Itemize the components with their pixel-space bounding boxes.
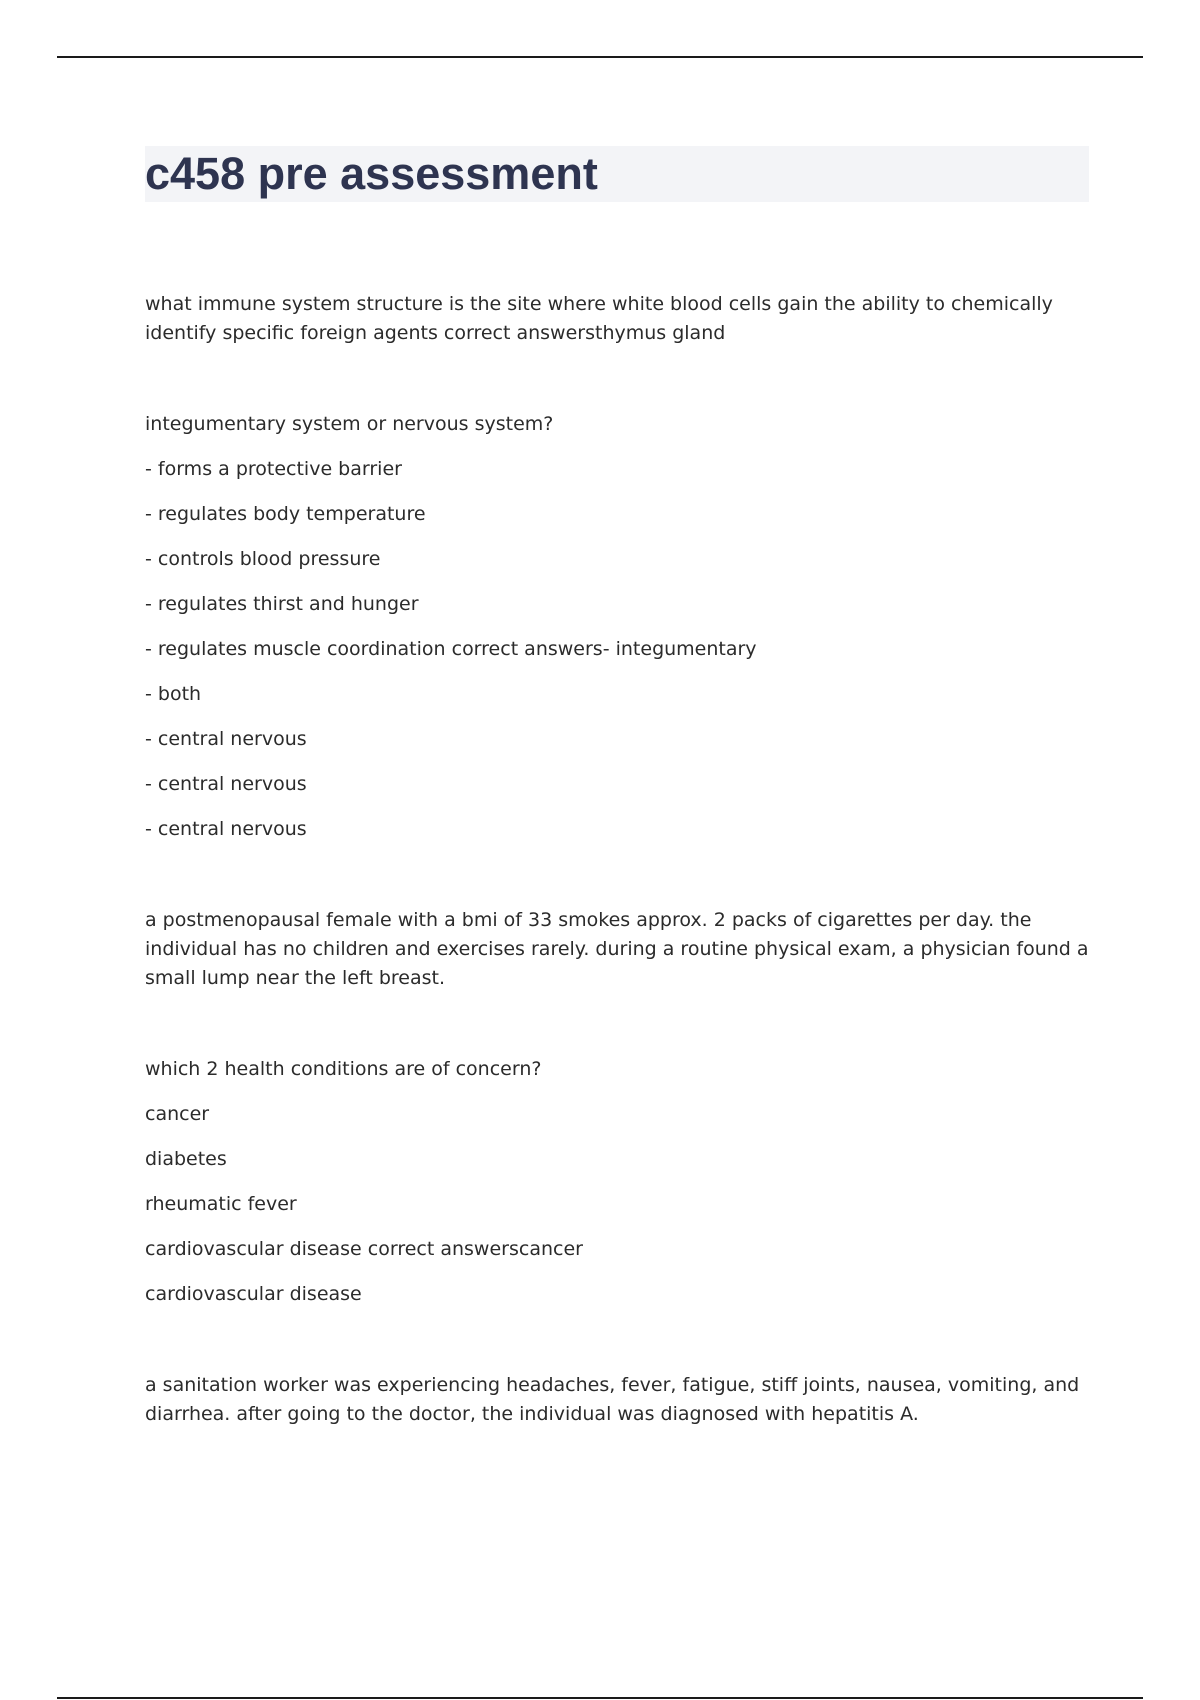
document-body — [145, 290, 1095, 1429]
list-item: diabetes — [145, 1148, 227, 1170]
list-item: - regulates body temperature — [145, 503, 426, 525]
list-item: - regulates muscle coordination correct answers- integumentary — [145, 638, 757, 660]
question-line: which 2 health conditions are of concern? — [145, 1058, 542, 1080]
scenario-paragraph: a postmenopausal female with a bmi of 33 smokes approx. 2 packs of cigarettes per day. the individual has no children and exercises rarely. during a routine physical exam, a physician found a small lump near the left breast. — [145, 909, 1089, 989]
list-item: - regulates thirst and hunger — [145, 593, 419, 615]
question-line: integumentary system or nervous system? — [145, 413, 554, 435]
list-item: - central nervous — [145, 728, 307, 750]
page-title: c458 pre assessment — [145, 148, 598, 199]
bottom-divider — [57, 1697, 1143, 1699]
list-item: - central nervous — [145, 773, 307, 795]
question-paragraph: what immune system structure is the site where white blood cells gain the ability to chemically identify specific foreign agents correct answersthymus gland — [145, 293, 1053, 344]
list-item: - controls blood pressure — [145, 548, 381, 570]
list-item: - forms a protective barrier — [145, 458, 402, 480]
top-divider — [57, 56, 1143, 58]
list-item: rheumatic fever — [145, 1193, 297, 1215]
list-item: cardiovascular disease correct answerscancer — [145, 1238, 583, 1260]
question-list — [145, 1055, 1095, 1309]
list-item: cardiovascular disease — [145, 1283, 362, 1305]
question-list — [145, 410, 1095, 844]
list-item: - central nervous — [145, 818, 307, 840]
list-item: - both — [145, 683, 202, 705]
scenario-paragraph: a sanitation worker was experiencing headaches, fever, fatigue, stiff joints, nausea, vomiting, and diarrhea. after going to the doctor, the individual was diagnosed with hepatitis A. — [145, 1374, 1080, 1425]
list-item: cancer — [145, 1103, 210, 1125]
